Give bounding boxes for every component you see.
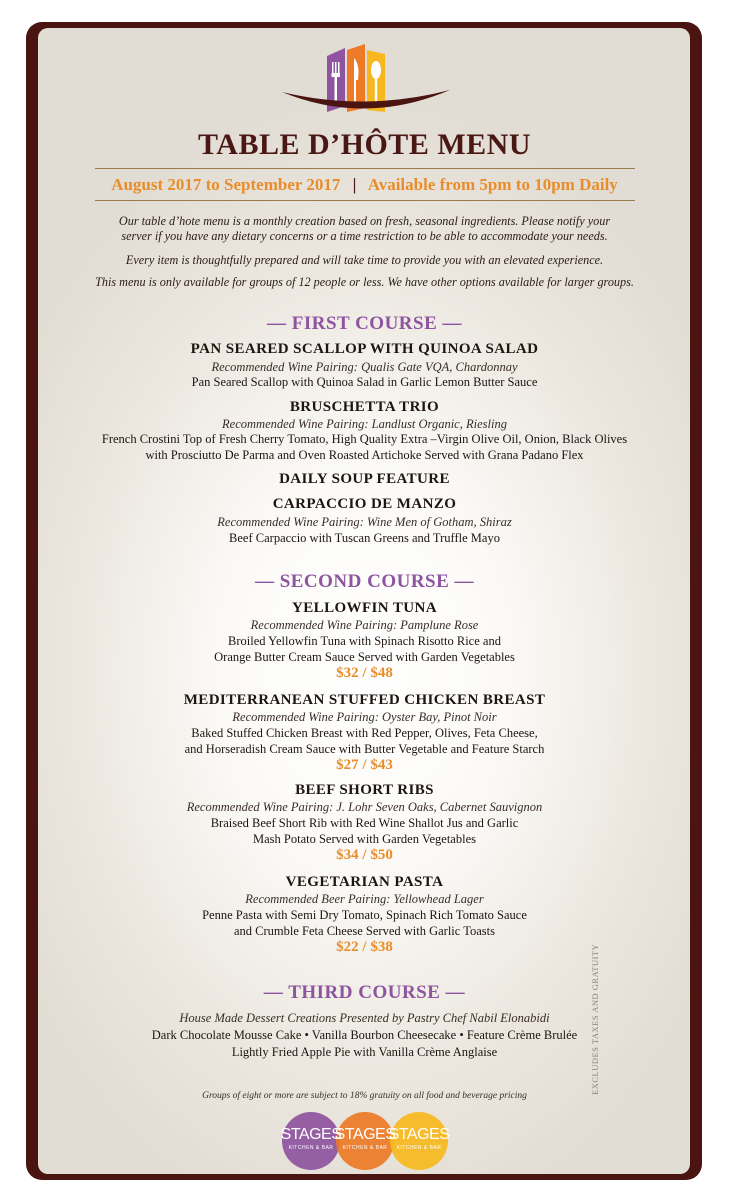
dish-description-line: and Horseradish Cream Sauce with Butter Vegetable and Feature Starch — [184, 742, 545, 756]
dish-name: PAN SEARED SCALLOP WITH QUINOA SALAD — [190, 341, 539, 357]
dish-pairing: Recommended Wine Pairing: Wine Men of Gotham, Shiraz — [217, 515, 512, 529]
availability-line — [0, 175, 729, 195]
dish-description — [0, 815, 729, 847]
dish-description-line: Baked Stuffed Chicken Breast with Red Pepper, Olives, Feta Cheese, — [191, 726, 538, 740]
dish-description-line: Braised Beef Short Rib with Red Wine Shallot Jus and Garlic — [210, 816, 519, 830]
dish-name: BEEF SHORT RIBS — [295, 782, 434, 798]
dish-description: Pan Seared Scallop with Quinoa Salad in Garlic Lemon Butter Sauce — [191, 375, 538, 389]
dish-description — [0, 633, 729, 665]
stages-logo-subtext: KITCHEN & BAR — [342, 1145, 388, 1151]
side-note: EXCLUDES TAXES AND GRATUITY — [590, 943, 600, 1095]
swoosh-icon — [282, 90, 450, 109]
intro-paragraph — [0, 214, 729, 244]
stages-logo-text: STAGES — [388, 1126, 450, 1143]
dish-price: $32 / $48 — [336, 665, 393, 681]
dessert-intro: House Made Dessert Creations Presented by Pastry Chef Nabil Elonabidi — [179, 1011, 550, 1025]
date-range: August 2017 to September 2017 — [111, 175, 341, 194]
intro-line: server if you have any dietary concerns or a time restriction to be able to accommodate your needs. — [121, 229, 608, 243]
dish-name: DAILY SOUP FEATURE — [279, 471, 450, 487]
dish-description-line: Orange Butter Cream Sauce Served with Garden Vegetables — [214, 650, 515, 664]
title-rule-top — [95, 168, 635, 169]
dish-pairing: Recommended Wine Pairing: Qualis Gate VQA, Chardonnay — [211, 360, 518, 374]
dish-name: VEGETARIAN PASTA — [285, 874, 444, 890]
dessert-line: Lightly Fried Apple Pie with Vanilla Crème Anglaise — [231, 1045, 498, 1059]
stages-logo-text: STAGES — [334, 1126, 396, 1143]
hours: Available from 5pm to 10pm Daily — [367, 175, 618, 194]
dish-description-line: with Prosciutto De Parma and Oven Roasted Artichoke Served with Grana Padano Flex — [145, 448, 584, 462]
dish-price: $27 / $43 — [336, 757, 393, 773]
dish-pairing: Recommended Wine Pairing: Landlust Organic, Riesling — [222, 417, 507, 431]
dessert-line: Dark Chocolate Mousse Cake • Vanilla Bourbon Cheesecake • Feature Crème Brulée — [151, 1028, 578, 1042]
third-course-heading: — THIRD COURSE — — [263, 982, 466, 1003]
dish-description-line: Broiled Yellowfin Tuna with Spinach Risotto Rice and — [228, 634, 501, 648]
dish-pairing: Recommended Wine Pairing: J. Lohr Seven Oaks, Cabernet Sauvignon — [186, 800, 543, 814]
stages-logo-text: STAGES — [280, 1126, 342, 1143]
dish-pairing: Recommended Wine Pairing: Pamplune Rose — [250, 618, 479, 632]
title-rule-bottom — [95, 200, 635, 201]
second-course-heading: — SECOND COURSE — — [254, 571, 475, 592]
dish-name: CARPACCIO DE MANZO — [272, 496, 457, 512]
intro-line: Every item is thoughtfully prepared and will take time to provide you with an elevated experience. — [125, 253, 604, 267]
dish-price: $22 / $38 — [336, 939, 393, 955]
dish-description-line: French Crostini Top of Fresh Cherry Tomato, High Quality Extra –Virgin Olive Oil, Onion, Black Olives — [101, 432, 628, 446]
dish-description — [0, 431, 729, 463]
first-course-heading: — FIRST COURSE — — [266, 313, 463, 334]
gratuity-note: Groups of eight or more are subject to 18% gratuity on all food and beverage pricing — [202, 1091, 527, 1101]
dish-price: $34 / $50 — [336, 847, 393, 863]
dish-pairing: Recommended Wine Pairing: Oyster Bay, Pinot Noir — [232, 710, 497, 724]
menu-title: TABLE D’HÔTE MENU — [198, 128, 531, 161]
cutlery-logo-icon — [270, 40, 460, 120]
dish-name: MEDITERRANEAN STUFFED CHICKEN BREAST — [183, 692, 546, 708]
dish-description — [0, 725, 729, 757]
dish-description — [0, 907, 729, 939]
separator: | — [352, 175, 357, 194]
dish-description-line: Penne Pasta with Semi Dry Tomato, Spinach Rich Tomato Sauce — [202, 908, 527, 922]
dish-description: Beef Carpaccio with Tuscan Greens and Truffle Mayo — [229, 531, 500, 545]
dish-pairing: Recommended Beer Pairing: Yellowhead Lager — [245, 892, 484, 906]
dish-description-line: Mash Potato Served with Garden Vegetables — [253, 832, 476, 846]
intro-line: This menu is only available for groups of 12 people or less. We have other options available for larger groups. — [95, 275, 634, 289]
dish-name: BRUSCHETTA TRIO — [289, 399, 440, 415]
dish-description-line: and Crumble Feta Cheese Served with Garlic Toasts — [234, 924, 495, 938]
dish-name: YELLOWFIN TUNA — [292, 600, 437, 616]
stages-logo-subtext: KITCHEN & BAR — [288, 1145, 334, 1151]
stages-logo-subtext: KITCHEN & BAR — [396, 1145, 442, 1151]
intro-line: Our table d’hote menu is a monthly creation based on fresh, seasonal ingredients. Please notify your — [118, 214, 611, 228]
